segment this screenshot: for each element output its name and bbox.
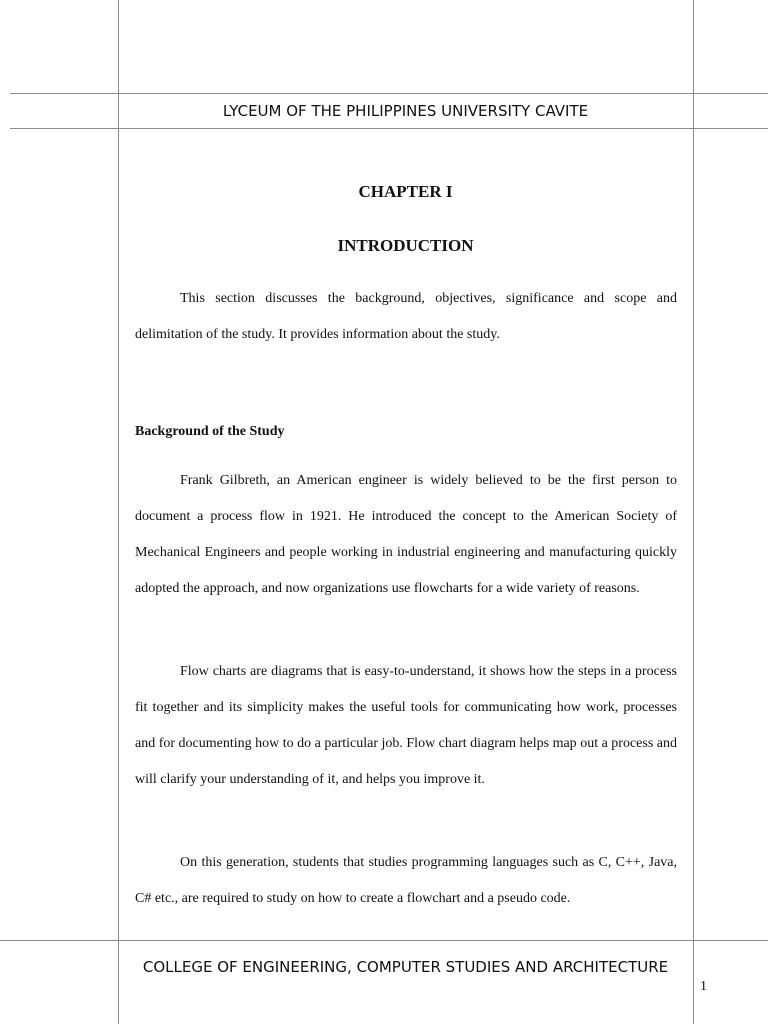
chapter-number: CHAPTER I [358,182,453,201]
background-paragraph-3: On this generation, students that studies programming languages such as C, C++, Java, C# etc., are required to study on how to create a flowchart and a pseudo code. [135,855,677,906]
university-header: LYCEUM OF THE PHILIPPINES UNIVERSITY CAVITE [222,102,589,120]
footer-top-line [0,940,768,941]
background-heading: Background of the Study [135,424,285,439]
background-paragraph-2: Flow charts are diagrams that is easy-to-understand, it shows how the steps in a process fit together and its simplicity makes the useful tools for communicating how work, processes and for documenting how to do a particular job. Flow chart diagram helps map out a process and will clarify your understanding of it, and helps you improve it. [135,664,677,787]
intro-paragraph: This section discusses the background, objectives, significance and scope and delimitation of the study. It provides information about the study. [135,291,677,342]
header-bottom-line [10,128,768,129]
right-margin-line [693,0,694,1024]
left-margin-line [118,0,119,1024]
background-paragraph-1: Frank Gilbreth, an American engineer is widely believed to be the first person to document a process flow in 1921. He introduced the concept to the American Society of Mechanical Engineers and people working in industrial engineering and manufacturing quickly adopted the approach, and now organizations use flowcharts for a wide variety of reasons. [135,473,677,596]
header-top-line [10,93,768,94]
page-number: 1 [700,979,707,994]
college-footer: COLLEGE OF ENGINEERING, COMPUTER STUDIES AND ARCHITECTURE [142,958,669,976]
chapter-title: INTRODUCTION [337,236,474,255]
